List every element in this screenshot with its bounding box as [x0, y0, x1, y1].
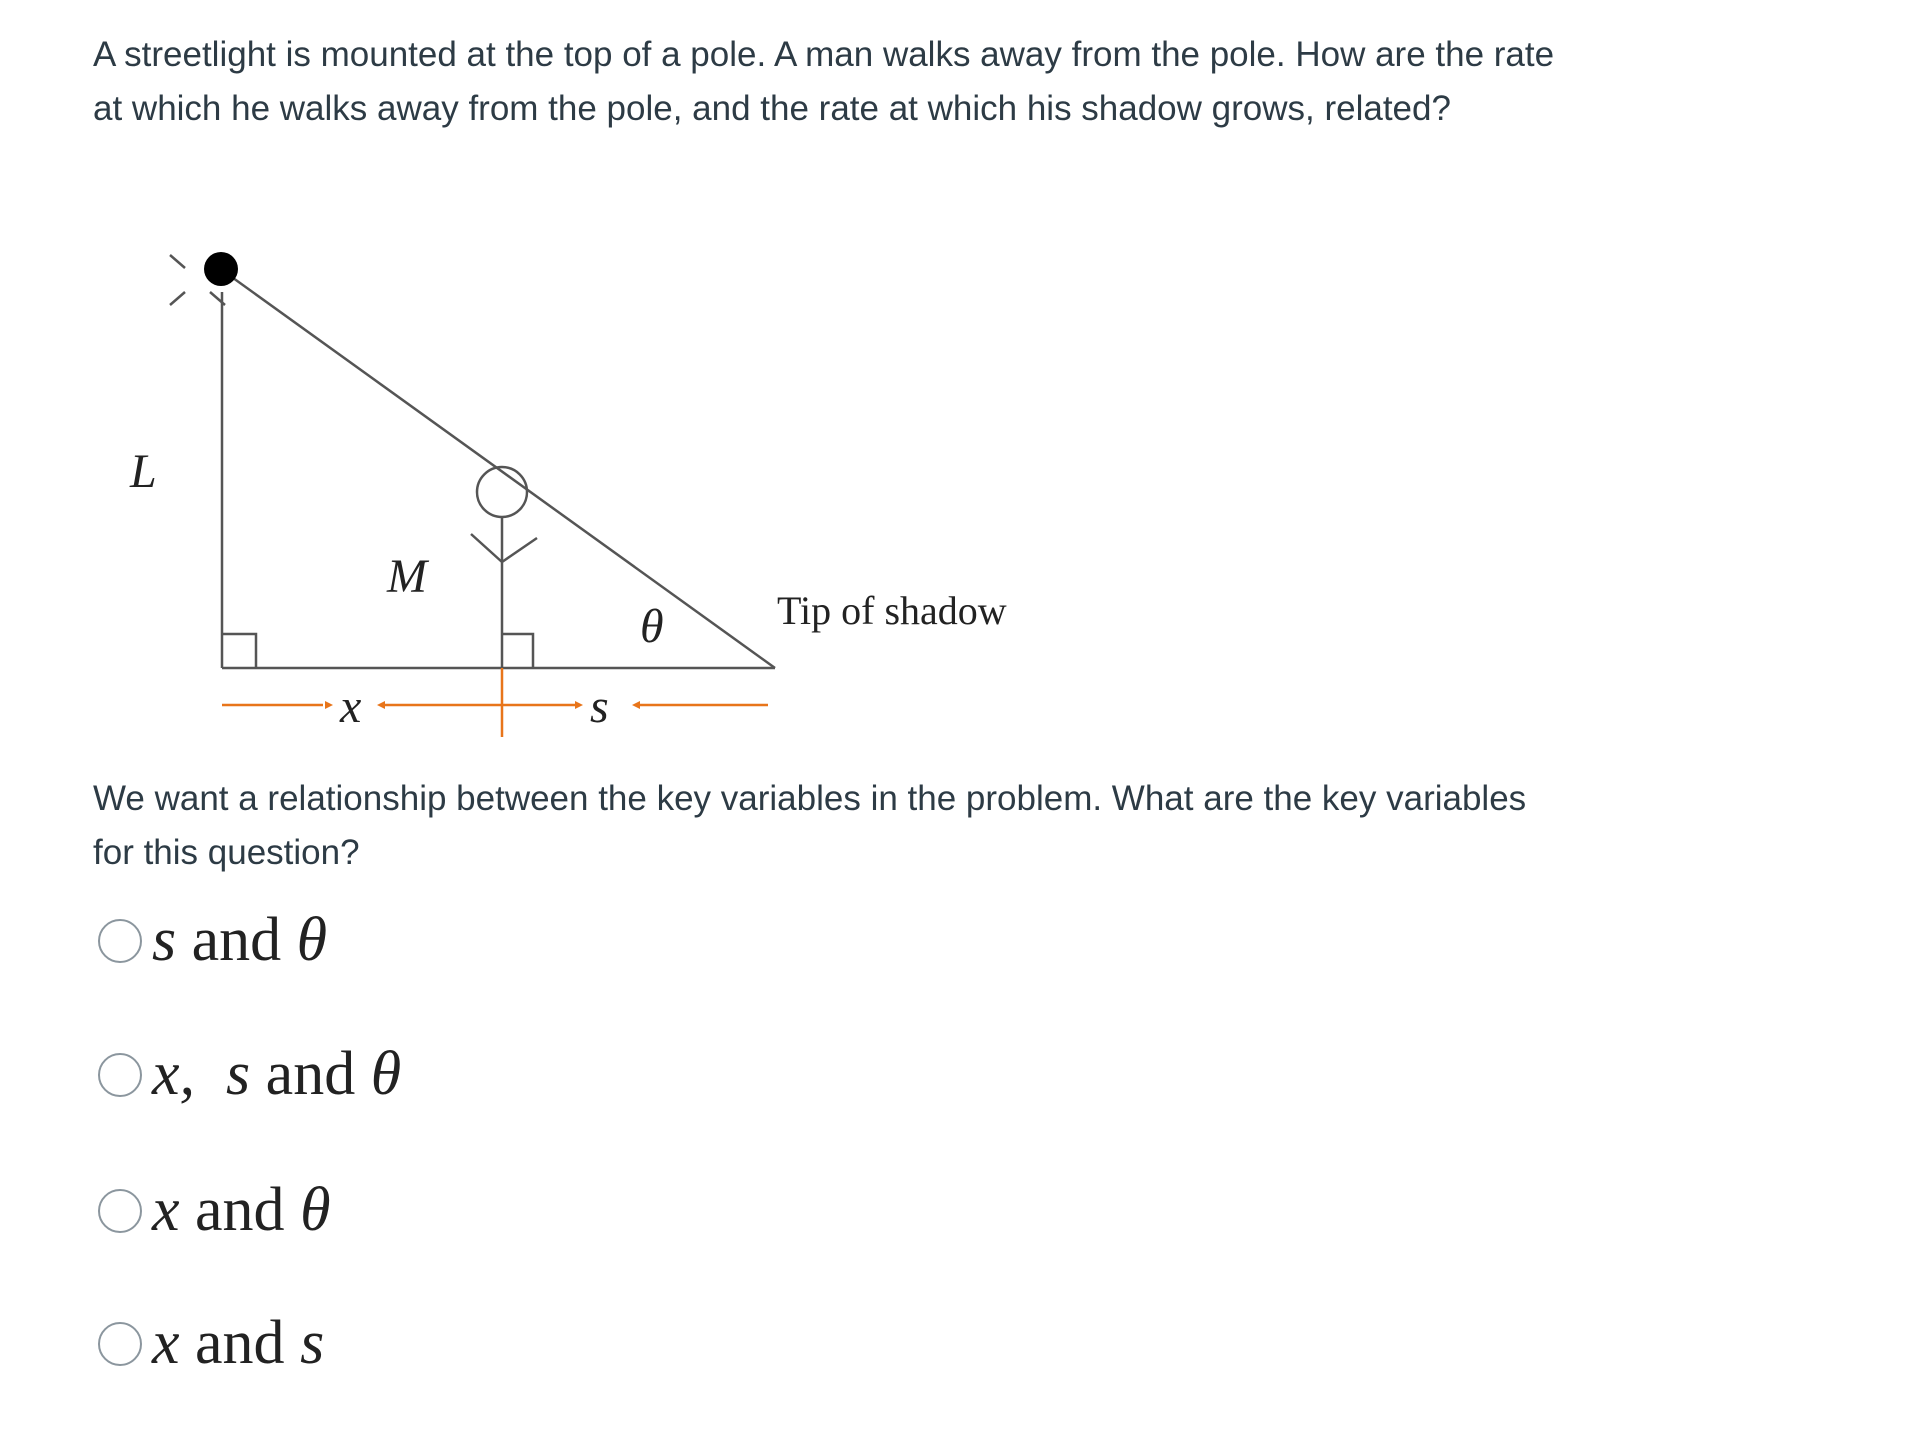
option-label: x and s — [152, 1309, 325, 1377]
light-ray-hypotenuse — [222, 270, 775, 668]
right-angle-mark-man — [502, 634, 533, 668]
label-M: M — [387, 550, 427, 603]
option-s-and-theta[interactable] — [98, 905, 327, 976]
radio-button[interactable] — [98, 1053, 142, 1097]
man-figure — [471, 467, 537, 668]
x-arrows — [222, 701, 502, 709]
option-x-and-theta[interactable] — [98, 1175, 331, 1246]
streetlight-diagram — [95, 222, 1055, 742]
man-head — [477, 467, 527, 517]
label-L: L — [130, 445, 157, 498]
label-tip-of-shadow: Tip of shadow — [777, 588, 1007, 633]
radio-button[interactable] — [98, 1322, 142, 1366]
label-theta: θ — [640, 600, 664, 653]
s-arrows — [502, 701, 768, 709]
right-angle-mark-pole — [222, 634, 256, 668]
option-label: x and θ — [152, 1176, 331, 1244]
question-prompt: A streetlight is mounted at the top of a pole. A man walks away from the pole. How are the rate at which he walks away from the pole, and the rate at which his shadow grows, related? — [93, 35, 1555, 128]
label-x: x — [340, 680, 362, 733]
option-label: x, s and θ — [152, 1040, 402, 1108]
option-x-s-and-theta[interactable] — [98, 1039, 401, 1110]
option-label: s and θ — [152, 906, 328, 974]
option-x-and-s[interactable] — [98, 1308, 324, 1379]
label-s: s — [590, 680, 609, 733]
radio-button[interactable] — [98, 1189, 142, 1233]
radio-button[interactable] — [98, 919, 142, 963]
question-followup: We want a relationship between the key variables in the problem. What are the key variables for this question? — [93, 779, 1527, 872]
light-bulb-icon — [204, 252, 238, 286]
